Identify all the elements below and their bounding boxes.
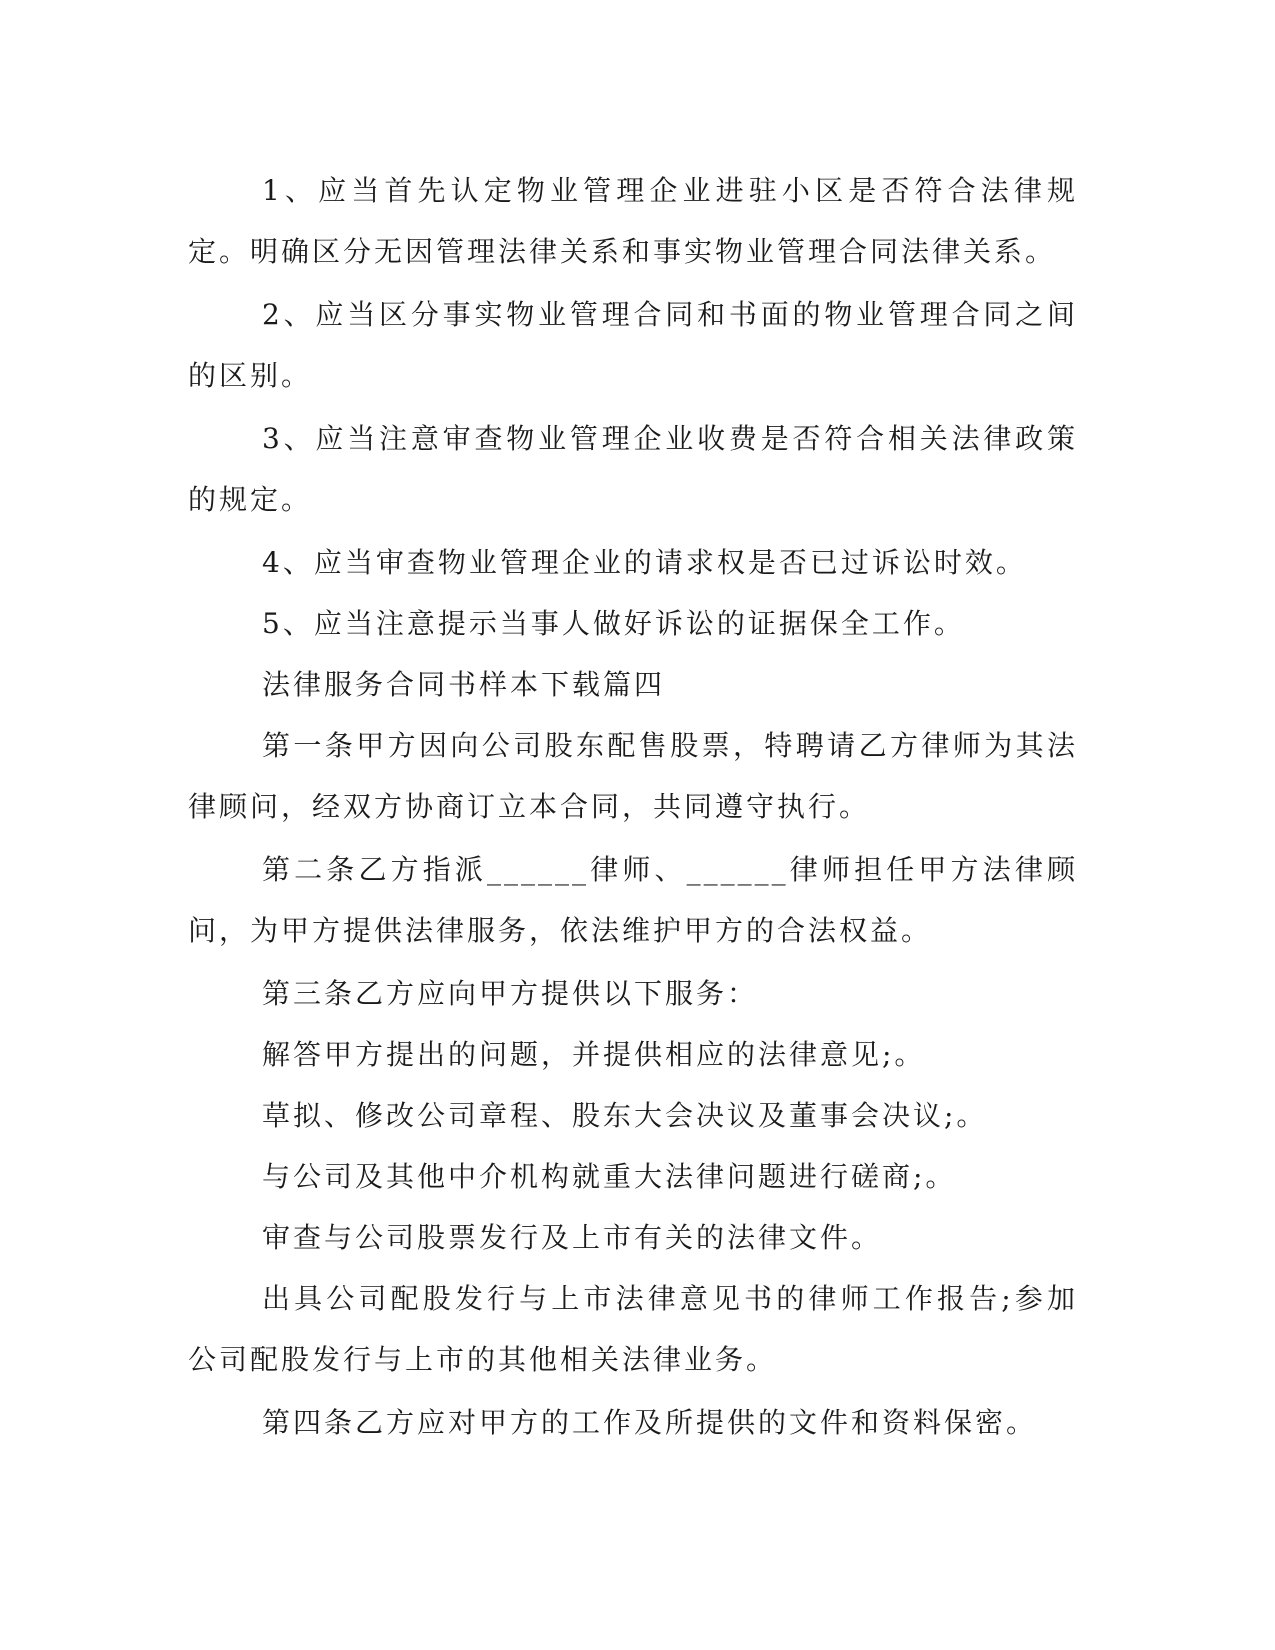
article-2: 第二条乙方指派______律师、______律师担任甲方法律顾问，为甲方提供法律服务，依法维护甲方的合法权益。 — [188, 853, 1078, 947]
service-item-2: 草拟、修改公司章程、股东大会决议及董事会决议;。 — [262, 1099, 988, 1132]
article-4: 第四条乙方应对甲方的工作及所提供的文件和资料保密。 — [262, 1406, 1038, 1439]
paragraph-item-5: 5、应当注意提示当事人做好诉讼的证据保全工作。 — [262, 607, 965, 640]
service-item-4: 审查与公司股票发行及上市有关的法律文件。 — [262, 1221, 883, 1254]
paragraph-item-3: 3、应当注意审查物业管理企业收费是否符合相关法律政策的规定。 — [188, 422, 1078, 516]
paragraph-item-2: 2、应当区分事实物业管理合同和书面的物业管理合同之间的区别。 — [188, 298, 1078, 392]
service-item-5: 出具公司配股发行与上市法律意见书的律师工作报告;参加公司配股发行与上市的其他相关法律业务。 — [188, 1282, 1078, 1376]
service-item-3: 与公司及其他中介机构就重大法律问题进行磋商;。 — [262, 1160, 957, 1193]
article-3: 第三条乙方应向甲方提供以下服务： — [262, 977, 759, 1010]
section-heading: 法律服务合同书样本下载篇四 — [262, 668, 666, 701]
article-1: 第一条甲方因向公司股东配售股票，特聘请乙方律师为其法律顾问，经双方协商订立本合同，共同遵守执行。 — [188, 729, 1078, 823]
paragraph-item-4: 4、应当审查物业管理企业的请求权是否已过诉讼时效。 — [262, 546, 1027, 579]
document-body — [188, 160, 1078, 1453]
paragraph-item-1: 1、应当首先认定物业管理企业进驻小区是否符合法律规定。明确区分无因管理法律关系和事实物业管理合同法律关系。 — [188, 174, 1078, 268]
service-item-1: 解答甲方提出的问题，并提供相应的法律意见;。 — [262, 1038, 926, 1071]
